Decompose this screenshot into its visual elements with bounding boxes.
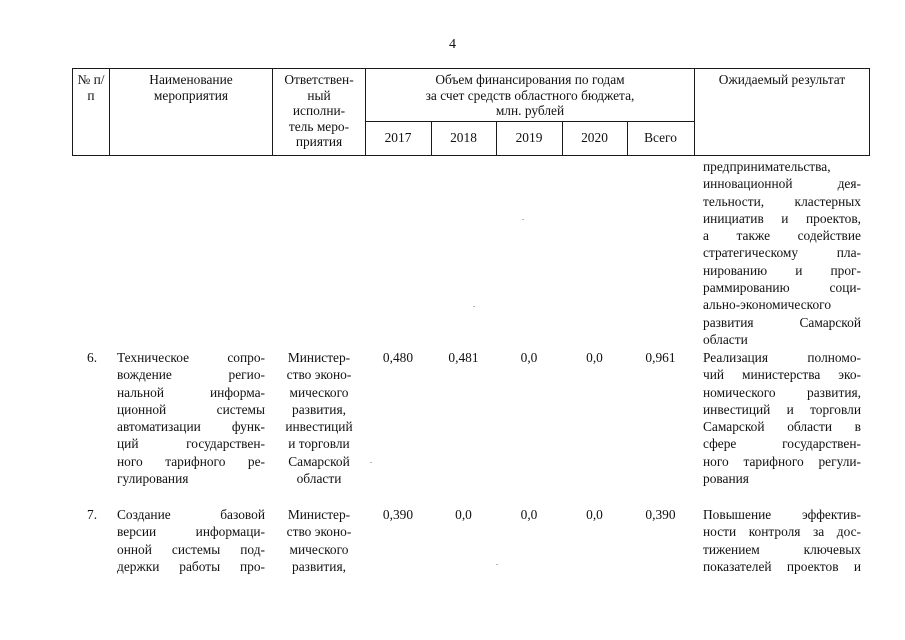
row-7-name (117, 506, 265, 575)
page-number: 4 (449, 37, 456, 52)
row-7-value-total: 0,390 (645, 507, 676, 522)
result-line: ного тарифного регули- (703, 453, 861, 469)
result-line: предпринимательства, (703, 159, 831, 174)
result-line: развития Самарской (703, 314, 861, 330)
header-resp-line: приятия (295, 134, 343, 149)
row-6-value-total: 0,961 (645, 350, 676, 365)
result-line: инновационной дея- (703, 176, 861, 192)
row-7-value-2017: 0,390 (382, 507, 414, 522)
row-7-responsible (272, 506, 366, 575)
row-6-name (117, 349, 265, 487)
header-resp-line: исполни- (292, 103, 346, 118)
scan-speck (496, 564, 498, 565)
header-resp-line: ный (307, 87, 331, 103)
header-financing (365, 72, 695, 119)
row-7-num: 7. (87, 507, 98, 522)
result-line: показателей проектов и (703, 558, 861, 574)
result-line: Самарской области в (703, 419, 861, 435)
row-6-result (703, 349, 861, 487)
name-line: Создание базовой (117, 507, 265, 522)
header-fin-line: Объем финансирования по годам (435, 72, 625, 87)
result-line: Реализация полномо- (703, 350, 861, 365)
name-line: версии информаци- (117, 524, 265, 540)
row-6-value-2017: 0,480 (382, 350, 414, 365)
row-7-value-2018: 0,0 (455, 507, 472, 522)
header-name: Наименование мероприятия (149, 72, 233, 103)
scan-speck (473, 306, 475, 307)
row-7-result (703, 506, 861, 575)
name-line: ций государствен- (117, 436, 265, 452)
name-line: держки работы про- (117, 558, 265, 574)
row-6-num: 6. (87, 350, 98, 365)
result-line: инициатив и проектов, (703, 210, 861, 226)
result-line: Повышение эффектив- (703, 507, 861, 522)
name-line: онной системы под- (117, 541, 265, 557)
name-line: ного тарифного ре- (117, 453, 265, 469)
row-6-responsible (272, 349, 366, 487)
name-line: нальной информа- (117, 384, 265, 400)
resp-line: мического (289, 541, 349, 557)
years-top-border (365, 121, 694, 122)
result-line: рования (703, 471, 749, 487)
result-line: инвестиций и торговли (703, 401, 861, 417)
header-border-v1 (109, 68, 110, 156)
header-result: Ожидаемый результат (718, 72, 846, 87)
resp-line: области (296, 471, 342, 487)
resp-line: Министер- (287, 507, 351, 522)
header-resp-line: тель меро- (288, 118, 350, 134)
result-line: а также содействие (703, 228, 861, 244)
resp-line: развития, (292, 401, 346, 417)
row-7-value-2019: 0,0 (520, 507, 538, 522)
resp-line: инвестиций (285, 419, 353, 435)
result-line: чий министерства эко- (703, 367, 861, 383)
resp-line: ство эконо- (286, 524, 352, 540)
result-line: ности контроля за дос- (703, 524, 861, 540)
scan-speck (522, 219, 524, 220)
header-year-2017: 2017 (384, 130, 412, 145)
resp-line: развития, (292, 558, 346, 574)
header-total: Всего (644, 130, 677, 145)
header-responsible (272, 72, 366, 150)
header-year-2019: 2019 (515, 130, 543, 145)
row-6-value-2019: 0,0 (520, 350, 538, 365)
result-line: нированию и прог- (703, 262, 861, 278)
name-line: гулирования (117, 471, 189, 487)
resp-line: ство эконо- (286, 367, 352, 383)
header-top-border (72, 68, 870, 69)
header-bottom-border (72, 155, 870, 156)
name-line: автоматизации функ- (117, 419, 265, 435)
resp-line: Министер- (287, 350, 351, 365)
result-line: ально-экономического (703, 297, 832, 313)
row-6-value-2018: 0,481 (448, 350, 479, 365)
table-header (72, 68, 870, 156)
header-year-2018: 2018 (450, 130, 477, 145)
header-fin-line: млн. рублей (495, 103, 565, 118)
row-7-value-2020: 0,0 (586, 507, 603, 522)
result-line: тижением ключевых (703, 541, 861, 557)
result-line: области (703, 331, 748, 347)
result-line: сфере государствен- (703, 436, 861, 452)
name-line: ционной системы (117, 401, 265, 417)
result-line: стратегическому пла- (703, 245, 861, 261)
header-year-2020: 2020 (581, 130, 608, 145)
result-line: тельности, кластерных (703, 193, 861, 209)
resp-line: Самарской (288, 453, 350, 469)
name-line: Техническое сопро- (117, 350, 265, 365)
row-6-value-2020: 0,0 (586, 350, 603, 365)
resp-line: мического (289, 384, 349, 400)
continuation-result (703, 158, 861, 348)
name-line: вождение регио- (117, 367, 265, 383)
resp-line: и торговли (288, 436, 350, 452)
header-resp-line: Ответствен- (284, 72, 354, 87)
header-border-v0 (72, 68, 73, 156)
result-line: номического развития, (703, 384, 861, 400)
header-fin-line: за счет средств областного бюджета, (425, 87, 635, 103)
result-line: раммированию соци- (703, 280, 861, 296)
header-num: № п/п (77, 72, 105, 103)
scan-speck (370, 462, 372, 463)
